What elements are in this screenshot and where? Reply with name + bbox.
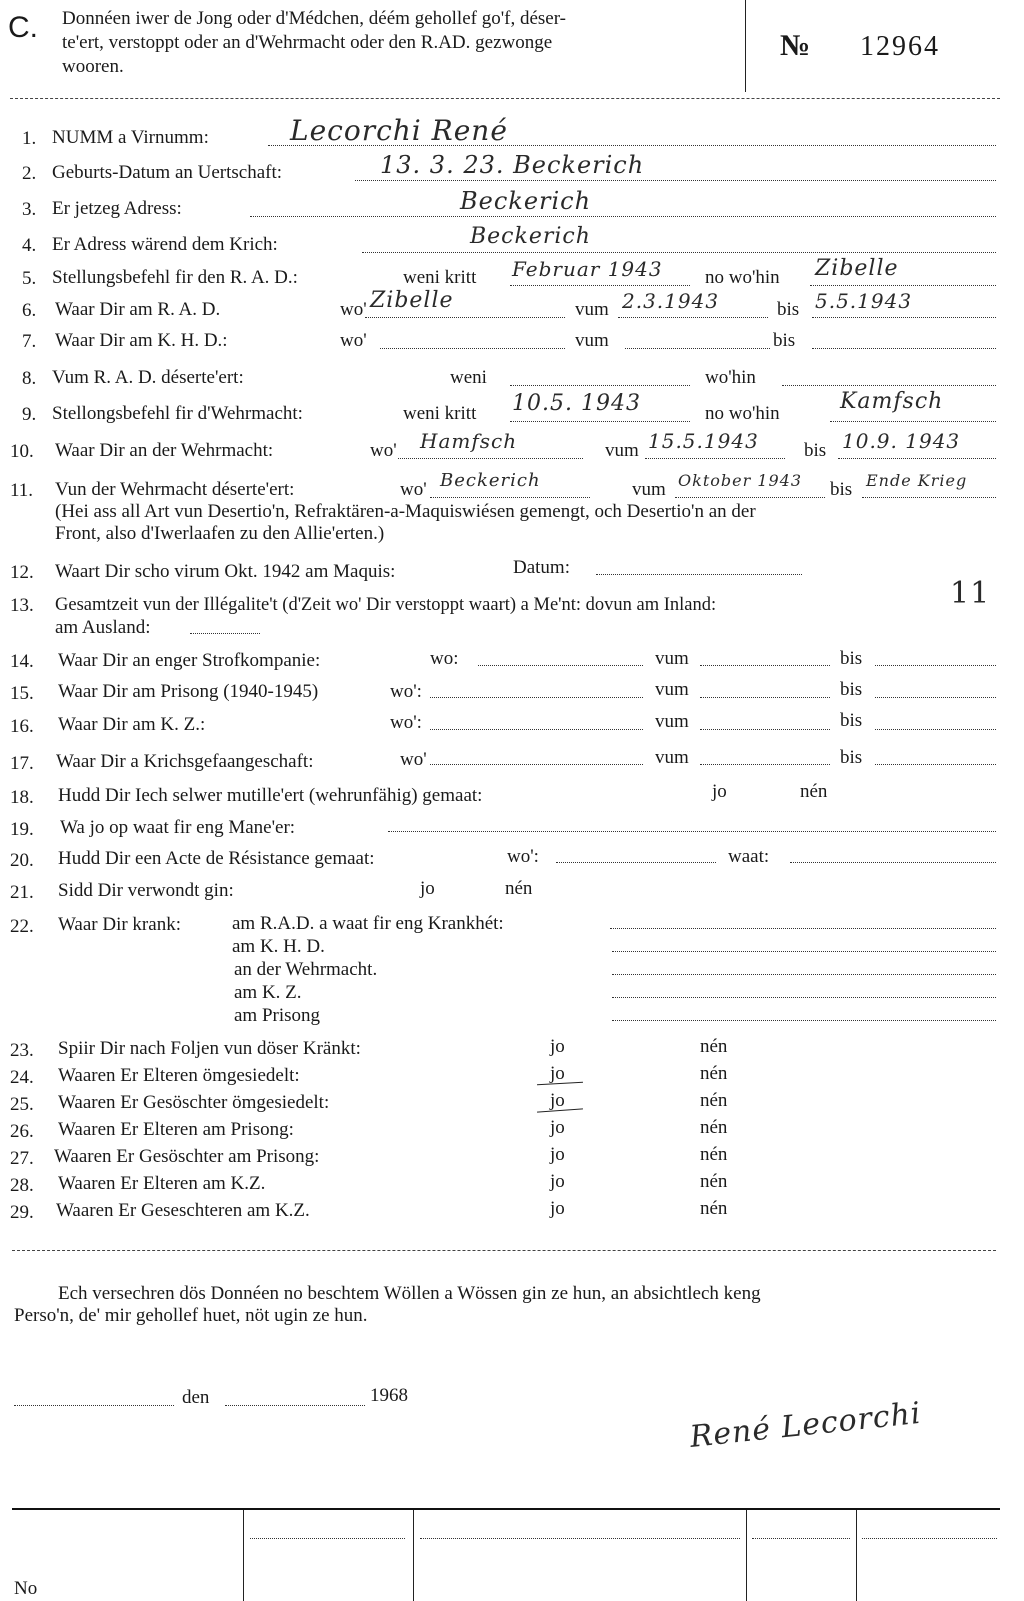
row-8-label: Vum R. A. D. déserte'ert: [52, 367, 244, 388]
place-field [14, 1405, 174, 1406]
row-25-nen: nén [700, 1090, 728, 1111]
row-24-nen: nén [700, 1063, 728, 1084]
row-6-wo-label: wo' [340, 299, 367, 320]
row-1-label: NUMM a Virnumm: [52, 127, 209, 148]
row-7-label: Waar Dir am K. H. D.: [55, 330, 228, 351]
row-18-jo: jo [712, 781, 727, 802]
row-16-wo-label: wo': [390, 712, 422, 733]
row-11-vum-field [675, 497, 825, 498]
row-20-label: Hudd Dir een Acte de Résistance gemaat: [58, 848, 375, 869]
row-2-handwriting: 13. 3. 23. Beckerich [380, 151, 645, 179]
row-16-bis-label: bis [840, 710, 863, 731]
row-6-handwriting-to: 5.5.1943 [815, 289, 913, 313]
row-11-bis-field [862, 497, 996, 498]
row-14-bis-field [875, 665, 996, 666]
row-26-label: Waaren Er Elteren am Prisong: [58, 1119, 294, 1140]
row-5-wohin-field [810, 285, 996, 286]
row-9-handwriting-place: Kamfsch [840, 389, 944, 414]
row-16-number: 16. [10, 716, 34, 737]
header-description-line2: te'ert, verstoppt oder an d'Wehrmacht oder den R.AD. gezwonge [62, 32, 553, 53]
row-13-ausland-field [190, 633, 260, 634]
row-12-field [596, 574, 802, 575]
row-8-wohin-label: wo'hin [705, 367, 756, 388]
row-6-label: Waar Dir am R. A. D. [55, 299, 221, 320]
row-10-handwriting-place: Hamfsch [420, 429, 518, 453]
row-9-number: 9. [22, 404, 37, 425]
declaration-line1: Ech versechren dös Donnéen no beschtem Wöllen a Wössen gin ze hun, an absichtlech keng [58, 1283, 761, 1304]
row-9-weni-label: weni kritt [403, 403, 477, 424]
footer-divider-2 [413, 1510, 414, 1601]
row-4-label: Er Adress wärend dem Krich: [52, 234, 278, 255]
row-29-jo: jo [550, 1198, 565, 1219]
row-2-field [355, 180, 996, 181]
row-25-number: 25. [10, 1094, 34, 1115]
declaration-line2: Perso'n, de' mir gehollef huet, nöt ugin ze hun. [14, 1305, 368, 1326]
row-10-bis-label: bis [804, 440, 827, 461]
row-29-label: Waaren Er Geseschteren am K.Z. [56, 1200, 310, 1221]
row-28-nen: nén [700, 1171, 728, 1192]
row-20-waat-label: waat: [728, 846, 770, 867]
row-6-handwriting-place: Zibelle [370, 288, 454, 313]
row-15-vum-label: vum [655, 679, 689, 700]
row-15-wo-label: wo': [390, 681, 422, 702]
row-10-vum-field [645, 458, 785, 459]
footer-divider-4 [856, 1510, 857, 1601]
row-7-vum-label: vum [575, 330, 609, 351]
row-17-wo-label: wo' [400, 749, 427, 770]
row-29-nen: nén [700, 1198, 728, 1219]
row-26-nen: nén [700, 1117, 728, 1138]
row-22-field-rad [610, 928, 996, 929]
row-19-label: Wa jo op waat fir eng Mane'er: [60, 817, 296, 838]
row-7-wo-label: wo' [340, 330, 367, 351]
row-12-number: 12. [10, 562, 34, 583]
den-label: den [182, 1387, 210, 1408]
row-1-handwriting: Lecorchi René [290, 114, 508, 147]
row-6-handwriting-from: 2.3.1943 [622, 289, 720, 313]
row-18-label: Hudd Dir Iech selwer mutille'ert (wehrunfähig) gemaat: [58, 785, 483, 806]
row-27-jo: jo [550, 1144, 565, 1165]
row-10-label: Waar Dir an der Wehrmacht: [55, 440, 274, 461]
row-22-field-prisong [612, 1020, 996, 1021]
row-11-label: Vun der Wehrmacht déserte'ert: [55, 479, 295, 500]
footer-divider-3 [746, 1510, 747, 1601]
row-13-handwriting: 11 [950, 576, 991, 611]
row-9-handwriting-date: 10.5. 1943 [512, 391, 641, 416]
row-2-number: 2. [22, 163, 37, 184]
row-10-wo-label: wo' [370, 440, 397, 461]
footer-field-2 [420, 1538, 740, 1539]
row-13-label: Gesamtzeit vun der Illégalite't (d'Zeit wo' Dir verstoppt waart) a Me'nt: dovun am Inland: [55, 595, 717, 615]
row-3-number: 3. [22, 199, 37, 220]
row-28-number: 28. [10, 1175, 34, 1196]
row-10-number: 10. [10, 441, 34, 462]
row-11-handwriting-to: Ende Krieg [866, 471, 968, 490]
number-value: 12964 [860, 31, 940, 62]
declaration-separator [12, 1250, 996, 1251]
row-16-label: Waar Dir am K. Z.: [58, 714, 206, 735]
number-label: № [780, 29, 811, 62]
row-18-number: 18. [10, 787, 34, 808]
row-14-number: 14. [10, 651, 34, 672]
header-description-line3: wooren. [62, 56, 124, 77]
row-17-label: Waar Dir a Krichsgefaangeschaft: [56, 751, 314, 772]
row-6-number: 6. [22, 300, 37, 321]
row-21-number: 21. [10, 882, 34, 903]
row-17-vum-field [700, 764, 830, 765]
row-17-bis-field [875, 764, 996, 765]
row-22-sub-prisong: am Prisong [234, 1005, 321, 1026]
row-22-sub-kz: am K. Z. [234, 982, 302, 1003]
row-21-jo: jo [420, 878, 435, 899]
row-7-number: 7. [22, 331, 37, 352]
row-15-wo-field [430, 697, 643, 698]
row-1-number: 1. [22, 128, 37, 149]
footer-field-4 [862, 1538, 997, 1539]
footer-divider-1 [243, 1510, 244, 1601]
row-15-number: 15. [10, 683, 34, 704]
date-field [225, 1405, 365, 1406]
row-10-vum-label: vum [605, 440, 639, 461]
row-6-vum-label: vum [575, 299, 609, 320]
row-10-handwriting-from: 15.5.1943 [648, 429, 759, 453]
year-label: 1968 [370, 1385, 408, 1406]
row-23-number: 23. [10, 1040, 34, 1061]
row-5-label: Stellungsbefehl fir den R. A. D.: [52, 267, 298, 288]
row-7-vum-field [625, 348, 770, 349]
row-9-label: Stellongsbefehl fir d'Wehrmacht: [52, 403, 303, 424]
row-22-label: Waar Dir krank: [58, 914, 181, 935]
row-3-handwriting: Beckerich [460, 187, 592, 215]
row-14-wo-field [478, 665, 643, 666]
row-4-handwriting: Beckerich [470, 224, 591, 249]
row-3-label: Er jetzeg Adress: [52, 198, 182, 219]
row-11-wo-field [430, 497, 590, 498]
footer-field-3 [752, 1538, 850, 1539]
footer-no-label: No [14, 1578, 38, 1599]
row-14-vum-label: vum [655, 648, 689, 669]
row-11-note-line1: (Hei ass all Art vun Desertio'n, Refraktären-a-Maquiswiésen gemengt, och Desertio'n an der [55, 501, 756, 522]
row-2-label: Geburts-Datum an Uertschaft: [52, 162, 283, 183]
row-16-vum-label: vum [655, 711, 689, 732]
row-14-vum-field [700, 665, 830, 666]
row-15-vum-field [700, 697, 830, 698]
signature: René Lecorchi [688, 1395, 924, 1455]
header-description-line1: Donnéen iwer de Jong oder d'Médchen, déém gehollef go'f, déser- [62, 8, 566, 29]
row-19-field [388, 831, 996, 832]
row-4-number: 4. [22, 235, 37, 256]
row-5-weni-label: weni kritt [403, 267, 477, 288]
row-3-field [250, 216, 996, 217]
row-20-waat-field [790, 862, 996, 863]
row-7-bis-label: bis [773, 330, 796, 351]
row-13-number: 13. [10, 595, 34, 616]
row-8-number: 8. [22, 368, 37, 389]
row-11-number: 11. [10, 480, 34, 501]
row-10-wo-field [398, 458, 583, 459]
row-11-handwriting-place: Beckerich [440, 470, 541, 491]
row-15-bis-label: bis [840, 679, 863, 700]
row-12-datum-label: Datum: [513, 557, 570, 578]
row-20-wo-field [556, 862, 716, 863]
row-11-vum-label: vum [632, 479, 666, 500]
section-letter: C. [8, 11, 38, 44]
header-divider [745, 0, 746, 92]
row-22-field-kz [612, 997, 996, 998]
row-17-bis-label: bis [840, 747, 863, 768]
row-17-vum-label: vum [655, 747, 689, 768]
row-21-label: Sidd Dir verwondt gin: [58, 880, 234, 901]
row-18-nen: nén [800, 781, 828, 802]
row-27-number: 27. [10, 1148, 34, 1169]
row-8-weni-label: weni [450, 367, 487, 388]
row-24-jo: jo [550, 1063, 565, 1084]
row-14-wo-label: wo: [430, 648, 459, 669]
row-25-label: Waaren Er Gesöschter ömgesiedelt: [58, 1092, 330, 1113]
row-8-wohin-field [782, 385, 996, 386]
row-29-number: 29. [10, 1202, 34, 1223]
row-6-bis-field [812, 317, 996, 318]
row-20-wo-label: wo': [507, 846, 539, 867]
header-separator [10, 98, 1000, 99]
row-22-sub-wehrmacht: an der Wehrmacht. [234, 959, 378, 980]
row-19-number: 19. [10, 819, 34, 840]
row-24-number: 24. [10, 1067, 34, 1088]
row-5-wohin-label: no wo'hin [705, 267, 780, 288]
row-23-label: Spiir Dir nach Foljen vun döser Kränkt: [58, 1038, 361, 1059]
row-16-vum-field [700, 729, 830, 730]
row-23-nen: nén [700, 1036, 728, 1057]
row-5-handwriting-place: Zibelle [815, 256, 899, 281]
row-11-note-line2: Front, also d'Iwerlaafen zu den Allie'erten.) [55, 523, 385, 544]
row-11-handwriting-from: Oktober 1943 [678, 471, 803, 490]
footer-top-line [12, 1508, 1000, 1510]
row-20-number: 20. [10, 850, 34, 871]
row-22-sub-khd: am K. H. D. [232, 936, 325, 957]
row-9-wohin-field [830, 421, 996, 422]
row-22-field-khd [612, 951, 996, 952]
row-7-bis-field [812, 348, 996, 349]
row-11-wo-label: wo' [400, 479, 427, 500]
row-15-label: Waar Dir am Prisong (1940-1945) [58, 681, 319, 702]
row-6-vum-field [618, 317, 768, 318]
row-22-number: 22. [10, 916, 34, 937]
row-5-number: 5. [22, 268, 37, 289]
row-22-sub-rad: am R.A.D. a waat fir eng Krankhét: [232, 913, 504, 934]
row-4-field [362, 252, 996, 253]
row-27-label: Waaren Er Gesöschter am Prisong: [54, 1146, 320, 1167]
row-5-weni-field [510, 285, 690, 286]
row-14-label: Waar Dir an enger Strofkompanie: [58, 650, 321, 671]
row-27-nen: nén [700, 1144, 728, 1165]
row-15-bis-field [875, 697, 996, 698]
row-12-label: Waart Dir scho virum Okt. 1942 am Maquis: [55, 561, 396, 582]
row-24-label: Waaren Er Elteren ömgesiedelt: [58, 1065, 300, 1086]
row-7-wo-field [380, 348, 565, 349]
row-17-wo-field [430, 764, 643, 765]
row-22-field-wehrmacht [612, 974, 996, 975]
row-26-number: 26. [10, 1121, 34, 1142]
row-28-label: Waaren Er Elteren am K.Z. [58, 1173, 266, 1194]
row-21-nen: nén [505, 878, 533, 899]
row-26-jo: jo [550, 1117, 565, 1138]
row-17-number: 17. [10, 753, 34, 774]
row-6-bis-label: bis [777, 299, 800, 320]
row-10-handwriting-to: 10.9. 1943 [842, 429, 961, 453]
row-9-weni-field [510, 421, 690, 422]
row-11-bis-label: bis [830, 479, 853, 500]
row-16-bis-field [875, 729, 996, 730]
row-5-handwriting-date: Februar 1943 [512, 257, 663, 281]
row-13-label-ausland: am Ausland: [55, 617, 151, 638]
row-16-wo-field [430, 729, 643, 730]
footer-field-1 [250, 1538, 405, 1539]
row-14-bis-label: bis [840, 648, 863, 669]
row-25-jo: jo [550, 1090, 565, 1111]
row-28-jo: jo [550, 1171, 565, 1192]
row-8-weni-field [510, 385, 690, 386]
row-9-wohin-label: no wo'hin [705, 403, 780, 424]
row-23-jo: jo [550, 1036, 565, 1057]
row-6-wo-field [365, 317, 565, 318]
row-10-bis-field [838, 458, 996, 459]
